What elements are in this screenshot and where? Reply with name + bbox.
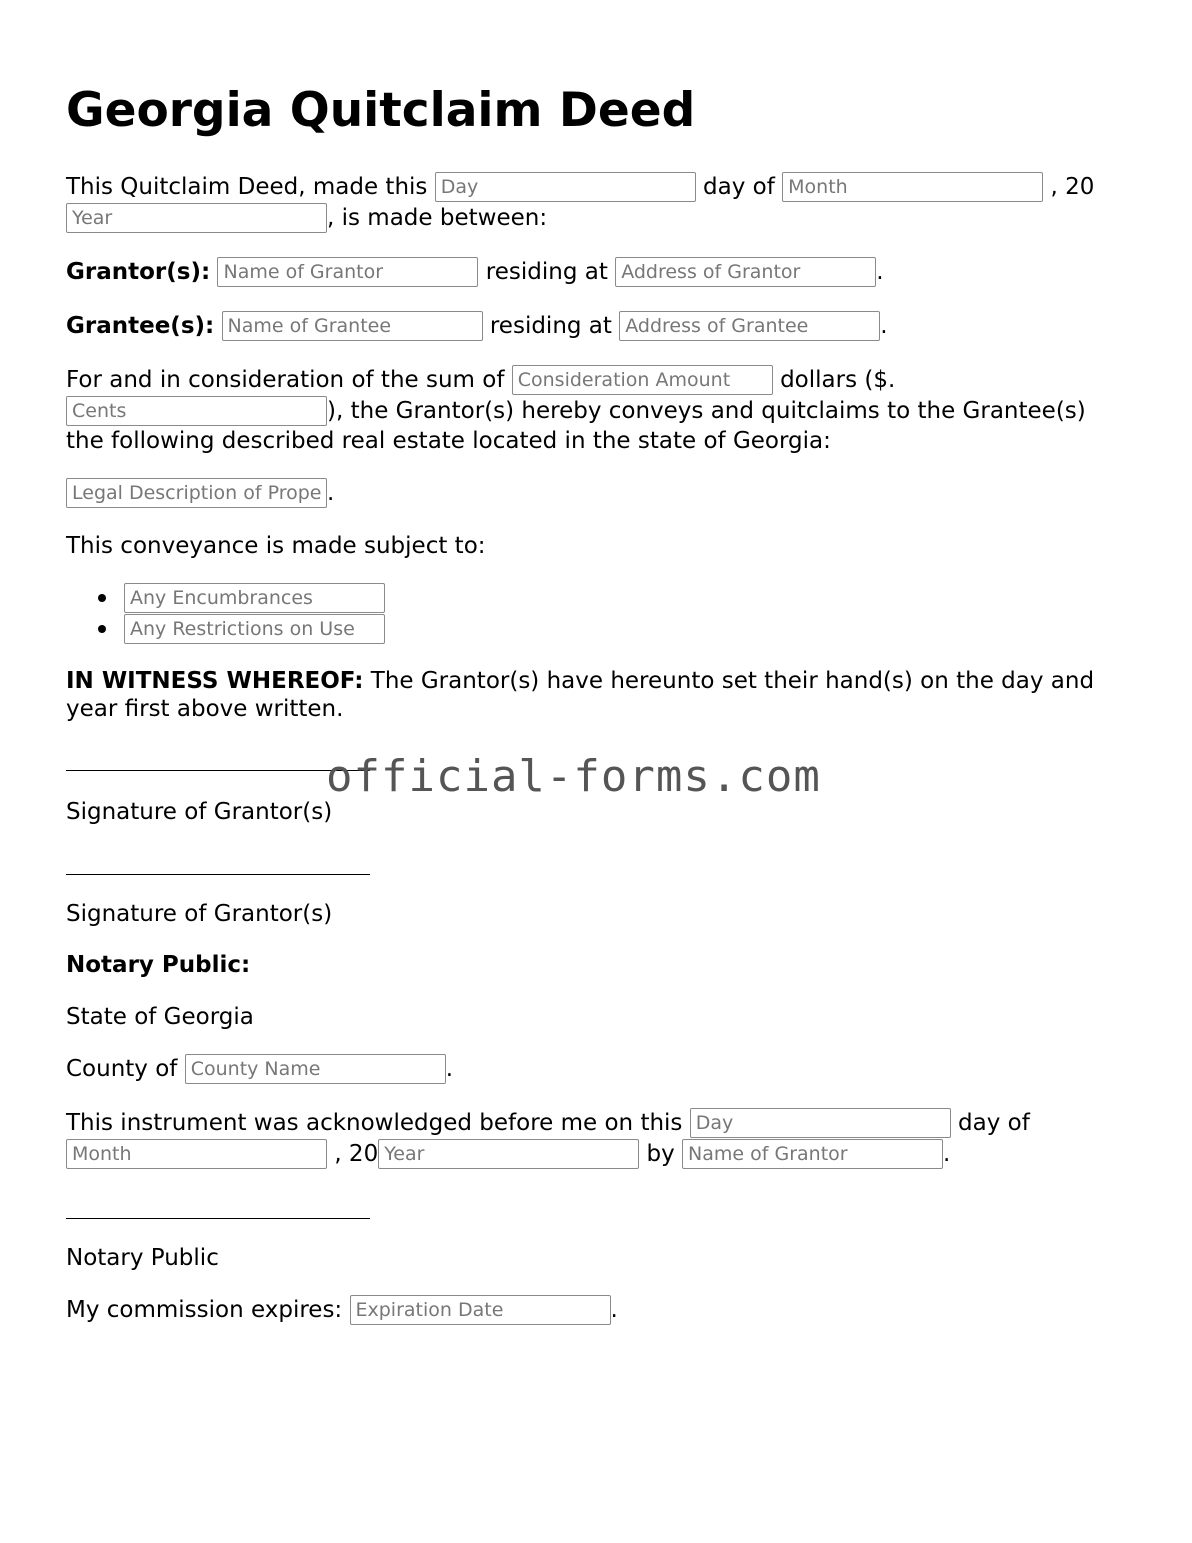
legal-description-field[interactable] (66, 478, 327, 508)
commission-label: My commission expires: (66, 1297, 343, 1323)
grantor-signature-label-2: Signature of Grantor(s) (66, 901, 333, 927)
located-text: the following described real estate located in the state of Georgia: (66, 428, 831, 454)
grantor-residing-text: residing at (485, 259, 608, 285)
dollars-text: dollars ($. (780, 367, 896, 393)
notary-day-field[interactable] (690, 1108, 951, 1138)
notary-heading: Notary Public: (66, 952, 251, 978)
restrictions-field[interactable] (124, 614, 385, 644)
made-between-text: , is made between: (327, 205, 548, 231)
subject-text: This conveyance is made subject to: (66, 533, 486, 559)
encumbrances-field[interactable] (124, 583, 385, 613)
legal-period: . (327, 480, 335, 506)
notary-year-field[interactable] (378, 1139, 639, 1169)
year-field[interactable] (66, 203, 327, 233)
consideration-line-3 (66, 426, 831, 456)
intro-line-2 (66, 203, 547, 233)
grantee-residing-text: residing at (489, 313, 612, 339)
commission-line (66, 1295, 618, 1325)
legal-line (66, 478, 334, 508)
notary-day-of-text: day of (958, 1110, 1030, 1136)
witness-line-2 (66, 695, 343, 723)
month-field[interactable] (782, 172, 1043, 202)
witness-text: The Grantor(s) have hereunto set their hand(s) on the day and (363, 668, 1095, 694)
ack-line-2 (66, 1139, 950, 1169)
county-line (66, 1054, 453, 1084)
notary-signature-label: Notary Public (66, 1245, 219, 1271)
witness-line-1 (66, 667, 1094, 695)
grantor-label: Grantor(s): (66, 259, 211, 285)
county-label: County of (66, 1056, 178, 1082)
expiration-date-field[interactable] (350, 1295, 611, 1325)
subject-line (66, 531, 486, 561)
bullet-icon (98, 594, 106, 602)
notary-state: State of Georgia (66, 1004, 254, 1030)
day-of-text: day of (703, 174, 775, 200)
watermark: official-forms.com (326, 751, 821, 802)
grantor-signature-label-1: Signature of Grantor(s) (66, 799, 333, 825)
ack-text: This instrument was acknowledged before me on this (66, 1110, 683, 1136)
page-title: Georgia Quitclaim Deed (66, 83, 696, 138)
grantor-period: . (876, 259, 884, 285)
county-field[interactable] (185, 1054, 446, 1084)
notary-grantor-name-field[interactable] (682, 1139, 943, 1169)
ack-period: . (943, 1141, 951, 1167)
grantor-line (66, 257, 884, 287)
consideration-line-1 (66, 365, 895, 395)
consideration-line-2 (66, 396, 1086, 426)
intro-line-1 (66, 172, 1094, 202)
bullet-icon (98, 625, 106, 633)
commission-period: . (610, 1297, 618, 1323)
conveys-text: ), the Grantor(s) hereby conveys and quitclaims to the Grantee(s) (327, 398, 1086, 424)
grantee-label: Grantee(s): (66, 313, 215, 339)
grantor-name-field[interactable] (217, 257, 478, 287)
by-text: by (646, 1141, 675, 1167)
cents-field[interactable] (66, 396, 327, 426)
grantee-period: . (880, 313, 888, 339)
witness-text-2: year first above written. (66, 696, 344, 722)
notary-month-field[interactable] (66, 1139, 327, 1169)
county-period: . (445, 1056, 454, 1082)
grantor-signature-line-1[interactable] (66, 770, 370, 771)
grantee-name-field[interactable] (222, 311, 483, 341)
intro-text: This Quitclaim Deed, made this (66, 174, 428, 200)
ack-line-1 (66, 1108, 1030, 1138)
notary-signature-line[interactable] (66, 1218, 370, 1219)
grantor-address-field[interactable] (615, 257, 876, 287)
grantor-signature-line-2[interactable] (66, 874, 370, 875)
day-field[interactable] (435, 172, 696, 202)
twenty-text: , 20 (1050, 174, 1095, 200)
consideration-text: For and in consideration of the sum of (66, 367, 505, 393)
consideration-amount-field[interactable] (512, 365, 773, 395)
grantee-line (66, 311, 888, 341)
witness-label: IN WITNESS WHEREOF: (66, 668, 364, 694)
grantee-address-field[interactable] (619, 311, 880, 341)
notary-twenty-text: , 20 (334, 1141, 379, 1167)
